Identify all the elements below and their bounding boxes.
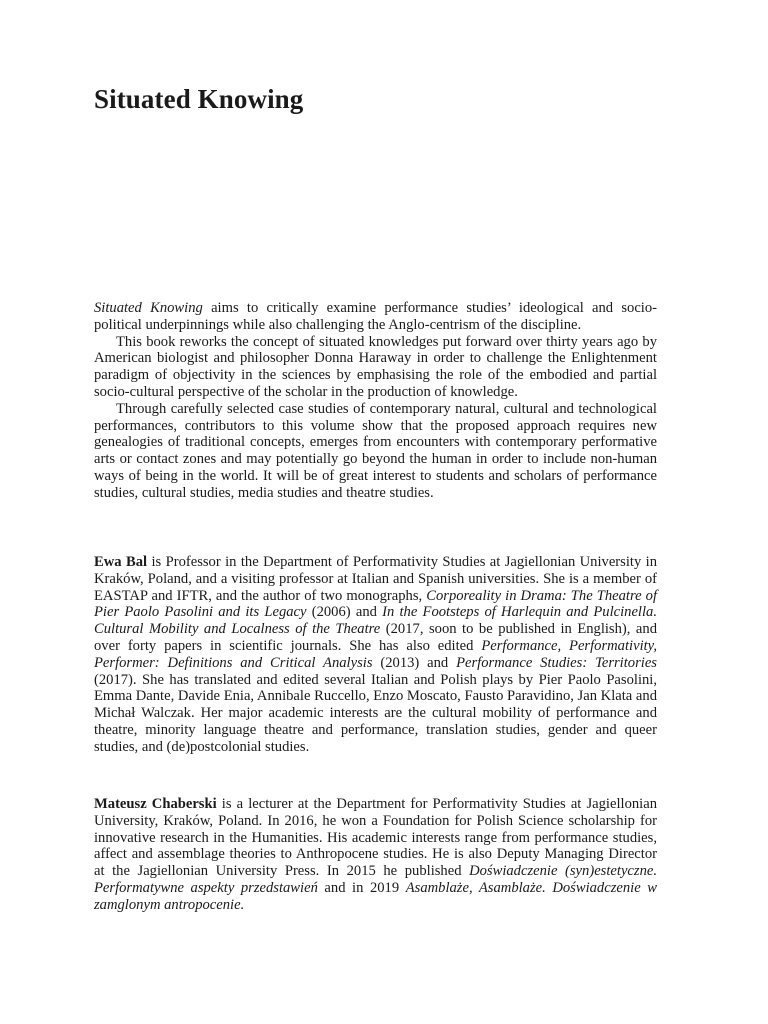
blurb-title-italic: Situated Knowing — [94, 300, 203, 316]
blurb-paragraph-3: Through carefully selected case studies of contemporary natural, cultural and technological performances, contributors to this volume show that the proposed approach requires new genealogies of traditional concepts, emerges from encounters with contemporary performative arts or contact zones and may potentially go beyond the human in order to include non-human ways of being in the world. It will be of great interest to students and scholars of performance studies, cultural studies, media studies and theatre studies. — [94, 400, 657, 501]
bio-paragraph — [94, 796, 657, 914]
book-title-italic: Corporeality in Drama: The Theatre of Pier Paolo Pasolini and its Legacy — [94, 587, 657, 621]
book-title-italic: Performance Studies: Territories — [456, 654, 657, 671]
bio-text: (2013) and — [372, 654, 457, 671]
book-blurb — [94, 300, 657, 502]
book-title-italic: Asamblaże, Asamblaże. Doświadczenie w zamglonym antropocenie. — [94, 879, 657, 913]
blurb-paragraph-1 — [94, 300, 657, 334]
bio-text: is a lecturer at the Department for Performativity Studies at Jagiellonian University, Kraków, Poland. In 2016, he won a Foundation for Polish Science scholarship for innovative research in the Humanities. His academic interests range from performance studies, affect and assemblage theories to Anthropocene studies. He is also Deputy Managing Director at the Jagiellonian University Press. In 2015 he published — [94, 796, 657, 880]
book-title-italic: Performance, Performativity, Performer: Definitions and Critical Analysis — [94, 637, 657, 671]
bio-text: (2006) and — [306, 604, 383, 621]
bio-paragraph — [94, 554, 657, 756]
author-name: Ewa Bal — [94, 554, 148, 570]
bio-text: (2017, soon to be published in English), and over forty papers in scientific journals. She has also edited — [94, 621, 657, 654]
book-title: Situated Knowing — [94, 84, 304, 114]
author-bio-mateusz-chaberski — [94, 796, 657, 914]
blurb-paragraph-1-text: aims to critically examine performance studies’ ideological and socio-political underpinnings while also challenging the Anglo-centrism of the discipline. — [94, 300, 658, 333]
blurb-paragraph-2: This book reworks the concept of situated knowledges put forward over thirty years ago by American biologist and philosopher Donna Haraway in order to challenge the Enlightenment paradigm of objectivity in the sciences by emphasising the role of the embodied and partial socio-cultural perspective of the scholar in the production of knowledge. — [94, 333, 657, 400]
bio-text: is Professor in the Department of Performativity Studies at Jagiellonian University in Kraków, Poland, and a visiting professor at Italian and Spanish universities. She is a member of EASTAP and IFTR, and the author of two monographs, — [94, 554, 657, 604]
author-name: Mateusz Chaberski — [94, 796, 217, 812]
bio-text: and in 2019 — [317, 879, 406, 896]
bio-text: (2017). She has translated and edited several Italian and Polish plays by Pier Paolo Pasolini, Emma Dante, Davide Enia, Annibale Ruccello, Enzo Moscato, Fausto Paravidino, Jan Klata and Michał Walczak. Her major academic interests are the cultural mobility of performance and theatre, minority language theatre and performance, translation studies, gender and queer studies, and (de)postcolonial studies. — [94, 671, 657, 755]
book-title-italic: Doświadczenie (syn)estetyczne. Performatywne aspekty przedstawień — [94, 863, 657, 896]
author-bio-ewa-bal — [94, 554, 657, 756]
book-title-italic: In the Footsteps of Harlequin and Pulcinella. Cultural Mobility and Localness of the Theatre — [94, 604, 657, 638]
